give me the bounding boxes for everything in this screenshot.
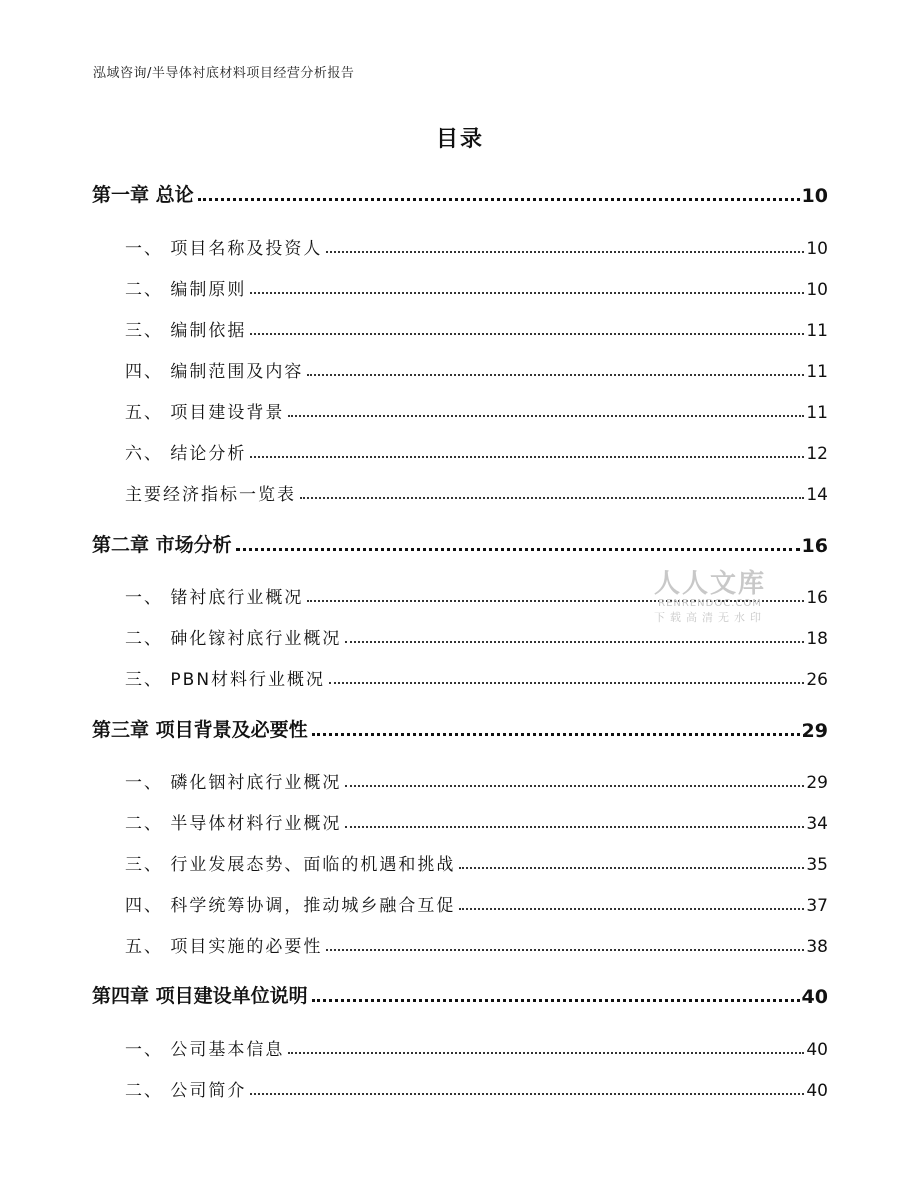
toc-section-1-6[interactable] [125,438,828,464]
toc-entry-label: 六、 结论分析 [125,444,247,464]
dot-leader [307,374,804,376]
toc-entry-label: 三、 行业发展态势、面临的机遇和挑战 [125,855,456,875]
toc-page-number: 11 [806,362,828,382]
dot-leader [345,785,804,787]
toc-section-3-2[interactable] [125,808,828,834]
dot-leader [329,682,804,684]
toc-page-number: 12 [806,444,828,464]
toc-page-number: 35 [806,855,828,875]
toc-entry-label: 一、 磷化铟衬底行业概况 [125,773,342,793]
dot-leader [250,333,804,335]
toc-section-1-2[interactable] [125,274,828,300]
toc-page-number: 10 [806,280,828,300]
toc-page-number: 11 [806,403,828,423]
toc-page-number: 18 [806,629,828,649]
toc-page-number: 40 [806,1040,828,1060]
toc-section-1-1[interactable] [125,233,828,259]
toc-section-4-1[interactable] [125,1034,828,1060]
watermark-slogan: 下载高清无水印 [654,611,766,624]
toc-page-number: 29 [801,720,828,742]
toc-section-3-5[interactable] [125,931,828,957]
toc-chapter-3[interactable] [92,716,828,742]
toc-chapter-2[interactable] [92,531,828,557]
toc-page-number: 16 [801,535,828,557]
toc-title: 目录 [435,127,484,152]
toc-entry-label: 二、 半导体材料行业概况 [125,814,342,834]
dot-leader [288,415,804,417]
toc-page-number: 38 [806,937,828,957]
toc-page-number: 14 [806,485,828,505]
toc-entry-label: 二、 公司简介 [125,1081,247,1101]
toc-chapter-4[interactable] [92,982,828,1008]
toc-entry-label: 一、 锗衬底行业概况 [125,588,304,608]
running-header: 泓域咨询/半导体衬底材料项目经营分析报告 [93,66,355,81]
toc-entry-label: 主要经济指标一览表 [125,485,296,505]
dot-leader [250,292,804,294]
toc-entry-label: 五、 项目建设背景 [125,403,285,423]
dot-leader [250,1093,804,1095]
toc-entry-label: 四、 编制范围及内容 [125,362,304,382]
toc-page-number: 26 [806,670,828,690]
toc-section-1-4[interactable] [125,356,828,382]
toc-entry-label: 二、 砷化镓衬底行业概况 [125,629,342,649]
toc-entry-label: 三、 PBN材料行业概况 [125,670,326,690]
toc-page-number: 37 [806,896,828,916]
watermark-url: RENRENDOC.COM [658,598,762,609]
toc-section-2-3[interactable] [125,664,828,690]
dot-leader [345,826,804,828]
toc-section-1-3[interactable] [125,315,828,341]
toc-section-3-4[interactable] [125,890,828,916]
toc-entry-label: 第二章 市场分析 [92,534,232,556]
toc-page-number: 29 [806,773,828,793]
toc-section-3-1[interactable] [125,767,828,793]
toc-entry-label: 五、 项目实施的必要性 [125,937,323,957]
toc-page-number: 11 [806,321,828,341]
toc-section-2-1[interactable] [125,582,828,608]
dot-leader [307,600,804,602]
toc-section-1-5[interactable] [125,397,828,423]
dot-leader [288,1052,804,1054]
toc-entry-label: 三、 编制依据 [125,321,247,341]
toc-page-number: 40 [806,1081,828,1101]
toc-page-number: 10 [801,185,828,207]
dot-leader [236,548,800,551]
dot-leader [345,641,804,643]
dot-leader [250,456,804,458]
dot-leader [300,497,804,499]
toc-entry-label: 四、 科学统筹协调，推动城乡融合互促 [125,896,456,916]
toc-page-number: 10 [806,239,828,259]
dot-leader [459,867,804,869]
toc-entry-label: 一、 公司基本信息 [125,1040,285,1060]
toc-entry-label: 第三章 项目背景及必要性 [92,719,308,741]
toc-entry-label: 一、 项目名称及投资人 [125,239,323,259]
toc-page-number: 40 [801,986,828,1008]
dot-leader [326,949,804,951]
toc-page-number: 34 [806,814,828,834]
toc-section-3-3[interactable] [125,849,828,875]
toc-entry-label: 二、 编制原则 [125,280,247,300]
dot-leader [312,733,800,736]
toc-section-4-2[interactable] [125,1075,828,1101]
dot-leader [198,198,800,201]
toc-section-2-2[interactable] [125,623,828,649]
toc-entry-label: 第四章 项目建设单位说明 [92,985,308,1007]
dot-leader [459,908,804,910]
toc-entry-label: 第一章 总论 [92,184,194,206]
dot-leader [312,999,800,1002]
dot-leader [326,251,804,253]
toc-page-number: 16 [806,588,828,608]
toc-chapter-1[interactable] [92,181,828,207]
watermark-logo-text: 人人文库 [653,569,766,599]
toc-section-1-7[interactable] [125,479,828,505]
